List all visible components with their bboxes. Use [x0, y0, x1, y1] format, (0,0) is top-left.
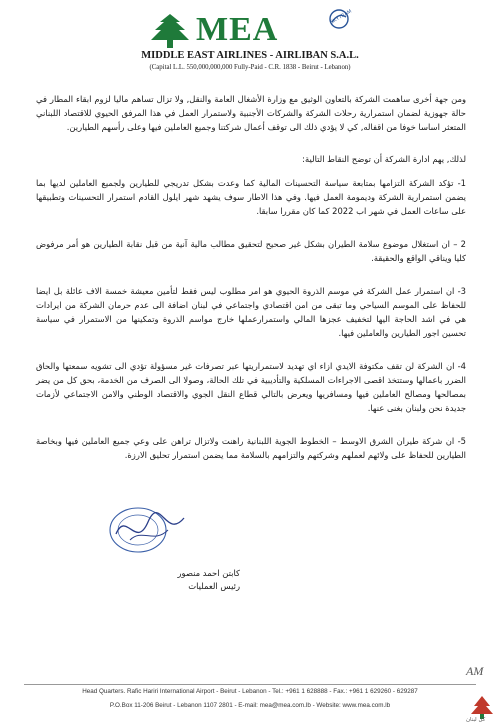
author-initials: AM: [466, 664, 484, 678]
intro-paragraph: ومن جهة أخرى ساهمت الشركة بالتعاون الوثيق مع وزارة الأشغال العامة والنقل, ولا تزال تساهم ماليا لزوم ابقاء المطار في حالة جهوزية لضمان استمرارية رحلات الشركة والشركات الأجنبية ولاستمرار العمل في هذا المرفق الحيوي للاقتصاد اللبناني المتعثر اساسا خوفا من اقفاله, كي لا يؤدي ذلك الى توقف أعمال شركتنا وجميع العاملين فيها وعلى رأسهم الطيارين.: [36, 94, 466, 132]
signatory: [110, 567, 240, 593]
cedar-tree-icon: [150, 12, 190, 50]
signatory-title: رئيس العمليات: [188, 581, 240, 591]
skyteam-label: SKYTEAM: [329, 8, 353, 26]
lead-sentence: لذلك, يهم ادارة الشركة أن توضح النقاط التالية:: [302, 154, 466, 164]
signatory-name: كابتن احمد منصور: [177, 568, 240, 578]
letterhead: [0, 0, 500, 80]
footer-address: Head Quarters. Rafic Hariri International Airport - Beirut - Lebanon - Tel.: +961 1 628888 - Fax.: +961 1 629260 - 629287: [82, 688, 418, 695]
point-2: 2 – ان استغلال موضوع سلامة الطيران بشكل غير صحيح لتحقيق مطالب مالية آنية من قبل نقابة الطيارين هو أمر مرفوض كليا ويناقي الواقع والحقيقة.: [36, 239, 466, 263]
footer-logo-caption: كل لبنان: [466, 717, 486, 723]
point-1: 1- تؤكد الشركة التزامها بمتابعة سياسة التحسينات المالية كما وعدت بشكل تدريجي للطيارين ولجميع العاملين لديها بما يضمن استمرارية الشركة وديمومة العمل فيها. وفي هذا الاطار سوف يشهد شهر ايلول القادم استمرار التحسينات وتطبيقها على ساعات العمل في شهر اب 2022 كما كان مقررا سابقا.: [36, 178, 466, 216]
point-5: 5- ان شركة طيران الشرق الاوسط – الخطوط الجوية اللبنانية راهنت ولاتزال تراهن على وعي جميع العاملين فيها وبخاصة الطيارين للحفاظ على ولائهم لعملهم وشركتهم والتزامهم بالسلامة مما يضمن استمرار تحليق الارزة.: [36, 436, 466, 460]
capital-line: (Capital L.L. 550,000,000,000 Fully-Paid - C.R. 1838 - Beirut - Lebanon): [149, 64, 351, 71]
point-4: 4- ان الشركة لن تقف مكتوفة الايدي ازاء اي تهديد لاستمراريتها عبر تصرفات غير مسؤولة تؤدي الى تشويه سمعتها والحاق الضرر باعمالها وستتخذ اقصى الاجراءات المسلكية والتأديبية في تلك الحالة، وصولا الى الصرف من الخدمة، بحق كل من يضر بمصالحها ومصالح العاملين فيها ومسافريها ويعرض بالتالي قطاع النقل الجوي والاقتصاد الوطني والامن الاجتماعي لأزمات جديدة نحن ولبنان بغنى عنها.: [36, 361, 466, 413]
footer-contact: P.O.Box 11-206 Beirut - Lebanon 1107 2801 - E-mail: mea@mea.com.lb - Website: www.mea.com.lb: [109, 702, 391, 709]
footer-divider: [24, 684, 476, 685]
point-3: 3- ان استمرار عمل الشركة في موسم الذروة الحيوي هو امر مطلوب ليس فقط لتأمين معيشة خمسة الاف عائلة بل ايضا للحفاظ على الموسم السياحي وما تبقى من امن اقتصادي واجتماعي في لبنان اضافة الى عدم حرمان الشركة من ايرادات هي في اشد الحاجة اليها لتخفيف عجزها المالي واستمرارعملها خارج مواسم الذروة وتمكينها من الاستمرار في سياسة تحسين اجور الطيارين والعاملين فيها.: [36, 286, 466, 338]
company-name: MIDDLE EAST AIRLINES - AIRLIBAN S.A.L.: [141, 50, 359, 61]
mea-logo: MEA: [196, 11, 279, 48]
signature-stamp: [96, 500, 196, 560]
letter-body: [36, 92, 466, 481]
